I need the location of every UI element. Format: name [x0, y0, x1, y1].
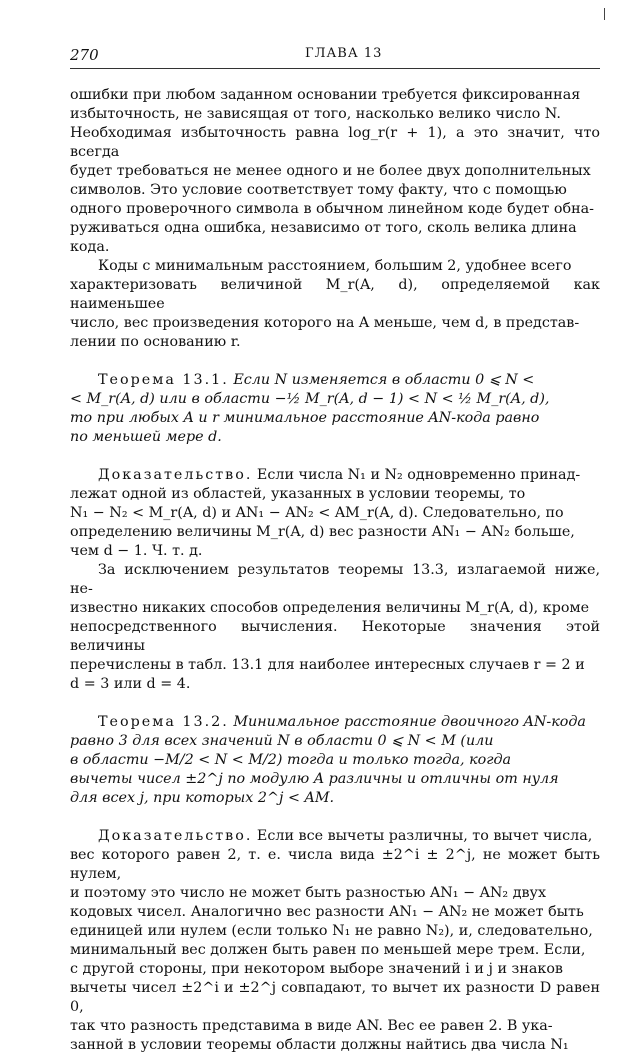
theorem-13-2: [70, 713, 600, 808]
text-line: вес которого равен 2, т. е. числа вида ±2^i ± 2^j, не может быть нулем,: [70, 847, 600, 882]
running-head: ГЛАВА 13: [305, 46, 383, 61]
text-line: единицей или нулем (если только N₁ не равно N₂), и, следовательно,: [70, 923, 593, 939]
text-line: то при любых A и r минимальное расстояние AN-кода равно: [70, 410, 540, 426]
text-line: известно никаких способов определения величины M_r(A, d), кроме: [70, 600, 590, 616]
text-line: избыточность, не зависящая от того, насколько велико число N.: [70, 106, 561, 122]
text-line: чем d − 1. Ч. т. д.: [70, 543, 203, 559]
text-line: лежат одной из областей, указанных в условии теоремы, то: [70, 486, 526, 502]
text-line: вычеты чисел ±2^i и ±2^j совпадают, то вычет их разности D равен 0,: [70, 980, 600, 1015]
text-line: Необходимая избыточность равна log_r(r + 1), а это значит, что всегда: [70, 125, 600, 160]
text-line: определению величины M_r(A, d) вес разности AN₁ − AN₂ больше,: [70, 524, 575, 540]
text-line: Если N изменяется в области 0 ⩽ N <: [233, 372, 535, 388]
text-line: Если все вычеты различны, то вычет числа,: [256, 828, 593, 844]
proof-heading: Доказательство.: [98, 828, 253, 844]
text-line: руживаться одна ошибка, независимо от того, сколь велика длина: [70, 220, 577, 236]
text-line: равно 3 для всех значений N в области 0 ⩽ N < M (или: [70, 733, 494, 749]
text-line: За исключением результатов теоремы 13.3, излагаемой ниже, не-: [70, 562, 600, 597]
text-line: d = 3 или d = 4.: [70, 676, 191, 692]
text-line: занной в условии теоремы области должны найтись два числа N₁: [70, 1037, 569, 1053]
text-line: в области −M/2 < N < M/2) тогда и только тогда, когда: [70, 752, 512, 768]
theorem-heading: Теорема 13.1.: [98, 372, 229, 388]
text-line: для всех j, при которых 2^j < AM.: [70, 790, 335, 806]
text-line: кода.: [70, 239, 110, 255]
margin-mark: [604, 8, 605, 20]
text-line: Если числа N₁ и N₂ одновременно принад-: [256, 467, 581, 483]
proof-13-1: [70, 466, 600, 561]
text-line: вычеты чисел ±2^j по модулю A различны и отличны от нуля: [70, 771, 559, 787]
text-line: лении по основанию r.: [70, 334, 241, 350]
paragraph-codes: [70, 257, 600, 352]
text-line: по меньшей мере d.: [70, 429, 222, 445]
header-rule: [70, 68, 600, 69]
text-line: будет требоваться не менее одного и не более двух дополнительных: [70, 163, 591, 179]
text-line: непосредственного вычисления. Некоторые значения этой величины: [70, 619, 600, 654]
page-body: [70, 86, 600, 1055]
text-line: перечислены в табл. 13.1 для наиболее интересных случаев r = 2 и: [70, 657, 585, 673]
text-line: так что разность представима в виде AN. Вес ее равен 2. В ука-: [70, 1018, 553, 1034]
text-line: Коды с минимальным расстоянием, большим 2, удобнее всего: [98, 258, 572, 274]
proof-13-2: [70, 827, 600, 1055]
proof-heading: Доказательство.: [98, 467, 253, 483]
text-line: кодовых чисел. Аналогично вес разности AN₁ − AN₂ не может быть: [70, 904, 584, 920]
text-line: с другой стороны, при некотором выборе значений i и j и знаков: [70, 961, 563, 977]
text-line: одного проверочного символа в обычном линейном коде будет обна-: [70, 201, 595, 217]
text-line: ошибки при любом заданном основании требуется фиксированная: [70, 87, 581, 103]
theorem-heading: Теорема 13.2.: [98, 714, 229, 730]
text-line: минимальный вес должен быть равен по меньшей мере трем. Если,: [70, 942, 586, 958]
paragraph-exceptions: [70, 561, 600, 694]
text-line: символов. Это условие соответствует тому факту, что с помощью: [70, 182, 567, 198]
paragraph-continuation: [70, 86, 600, 257]
text-line: число, вес произведения которого на A меньше, чем d, в представ-: [70, 315, 580, 331]
theorem-13-1: [70, 371, 600, 447]
text-line: < M_r(A, d) или в области −½ M_r(A, d − 1) < N < ½ M_r(A, d),: [70, 391, 550, 407]
page-number: 270: [70, 46, 99, 64]
text-line: характеризовать величиной M_r(A, d), определяемой как наименьшее: [70, 277, 600, 312]
text-line: N₁ − N₂ < M_r(A, d) и AN₁ − AN₂ < AM_r(A, d). Следовательно, по: [70, 505, 564, 521]
text-line: Минимальное расстояние двоичного AN-кода: [233, 714, 586, 730]
text-line: и поэтому это число не может быть разностью AN₁ − AN₂ двух: [70, 885, 547, 901]
